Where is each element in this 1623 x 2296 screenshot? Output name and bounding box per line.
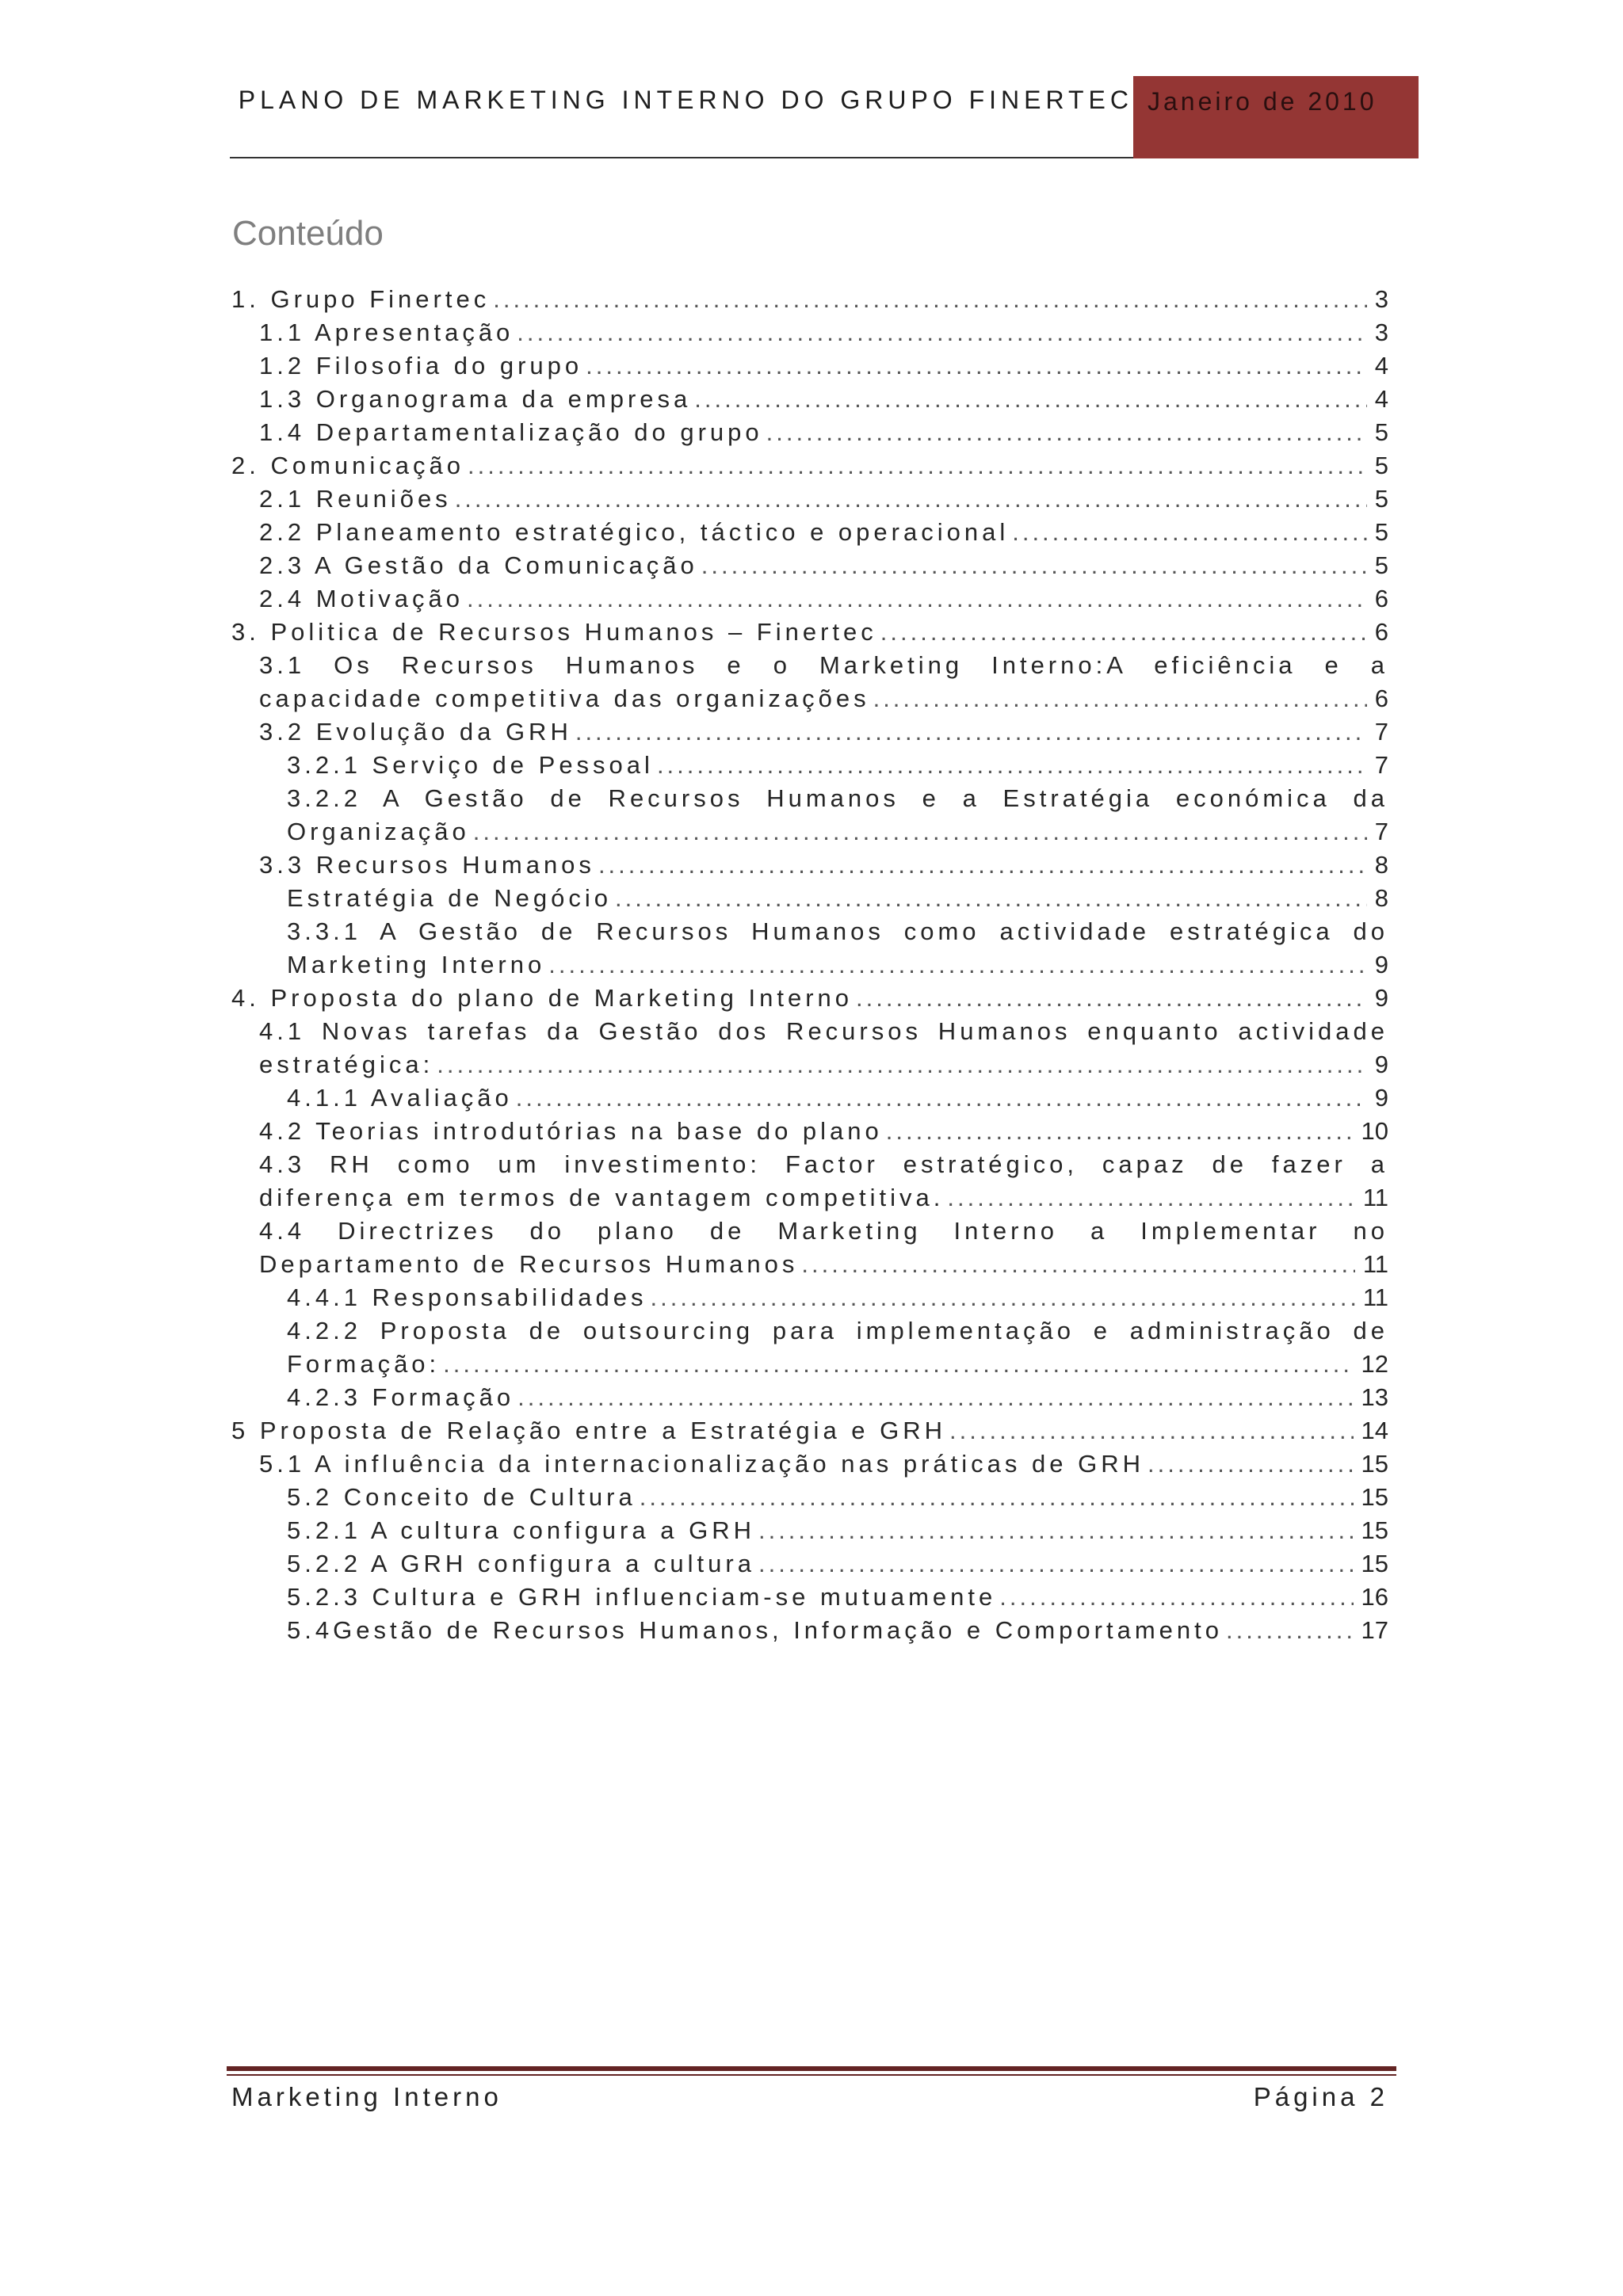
toc-entry-label: 4.2 Teorias introdutórias na base do plano bbox=[259, 1117, 883, 1145]
toc-heading: Conteúdo bbox=[232, 214, 384, 253]
dot-leader bbox=[468, 452, 1367, 480]
toc-entry-page: 6 bbox=[1374, 685, 1388, 712]
toc-entry-label: Estratégia de Negócio bbox=[287, 884, 613, 912]
toc-entry-page: 7 bbox=[1374, 718, 1388, 746]
toc-entry-3[interactable] bbox=[231, 618, 1388, 651]
dot-leader bbox=[873, 685, 1367, 713]
toc-entry-3-3[interactable] bbox=[231, 851, 1388, 884]
toc-entry-page: 15 bbox=[1361, 1450, 1388, 1478]
toc-entry-4-1-line1[interactable]: 4.1 Novas tarefas da Gestão dos Recursos Humanos enquanto actividade bbox=[259, 1017, 1388, 1045]
toc-entry-3-2-2[interactable] bbox=[231, 818, 1388, 851]
dot-leader bbox=[880, 618, 1367, 646]
toc-entry-2-2[interactable] bbox=[231, 518, 1388, 551]
dot-leader bbox=[949, 1417, 1353, 1445]
toc-entry-2-4[interactable] bbox=[231, 585, 1388, 618]
toc-entry-label: 5 Proposta de Relação entre a Estratégia e GRH bbox=[231, 1417, 947, 1444]
footer-document-name: Marketing Interno bbox=[231, 2082, 502, 2111]
dot-leader bbox=[437, 1051, 1366, 1079]
toc-entry-5-1[interactable] bbox=[231, 1450, 1388, 1483]
dot-leader bbox=[657, 751, 1367, 780]
toc-entry-4-2-2-line1[interactable]: 4.2.2 Proposta de outsourcing para implementação e administração de bbox=[287, 1317, 1388, 1344]
dot-leader bbox=[455, 485, 1367, 513]
dot-leader bbox=[598, 851, 1367, 879]
dot-leader bbox=[766, 418, 1367, 447]
dot-leader bbox=[615, 884, 1367, 913]
toc-entry-label: 1.3 Organograma da empresa bbox=[259, 385, 692, 413]
toc-entry-label: 4. Proposta do plano de Marketing Interno bbox=[231, 984, 854, 1012]
toc-entry-1-3[interactable] bbox=[231, 385, 1388, 418]
toc-entry-3-2[interactable] bbox=[231, 718, 1388, 751]
toc-entry-label: 5.2 Conceito de Cultura bbox=[287, 1483, 636, 1511]
toc-entry-page: 4 bbox=[1374, 385, 1388, 413]
toc-entry-page: 15 bbox=[1361, 1516, 1388, 1544]
toc-entry-label: 1.1 Apresentação bbox=[259, 318, 514, 346]
toc-entry-estrategia-negocio[interactable] bbox=[231, 884, 1388, 917]
toc-entry-2-3[interactable] bbox=[231, 551, 1388, 585]
toc-entry-page: 11 bbox=[1362, 1283, 1388, 1311]
toc-entry-5[interactable] bbox=[231, 1417, 1388, 1450]
dot-leader bbox=[651, 1283, 1355, 1312]
dot-leader bbox=[758, 1516, 1354, 1545]
toc-entry-page: 5 bbox=[1374, 418, 1388, 446]
toc-entry-label: 5.4Gestão de Recursos Humanos, Informação e Comportamento bbox=[287, 1616, 1224, 1644]
toc-entry-label: 2.4 Motivação bbox=[259, 585, 464, 612]
toc-entry-label: 1. Grupo Finertec bbox=[231, 285, 491, 313]
toc-entry-4-4-line1[interactable]: 4.4 Directrizes do plano de Marketing Interno a Implementar no bbox=[259, 1217, 1388, 1245]
header-title: PLANO DE MARKETING INTERNO DO GRUPO FINERTEC bbox=[238, 86, 1133, 114]
toc-entry-1-1[interactable] bbox=[231, 318, 1388, 352]
toc-entry-5-2[interactable] bbox=[231, 1483, 1388, 1516]
toc-entry-label: 5.2.3 Cultura e GRH influenciam-se mutuamente bbox=[287, 1583, 997, 1611]
toc-entry-label: 3.2.1 Serviço de Pessoal bbox=[287, 751, 654, 779]
dot-leader bbox=[999, 1583, 1353, 1611]
toc-entry-page: 5 bbox=[1374, 485, 1388, 513]
dot-leader bbox=[801, 1250, 1354, 1279]
toc-entry-4-4-1[interactable] bbox=[231, 1283, 1388, 1317]
dot-leader bbox=[947, 1184, 1354, 1212]
toc-entry-page: 10 bbox=[1361, 1117, 1388, 1145]
dot-leader bbox=[516, 1084, 1367, 1112]
toc-entry-4[interactable] bbox=[231, 984, 1388, 1017]
toc-entry-1-4[interactable] bbox=[231, 418, 1388, 452]
toc-entry-4-1[interactable] bbox=[231, 1051, 1388, 1084]
footer-rule-thick bbox=[227, 2066, 1396, 2071]
toc-entry-page: 12 bbox=[1361, 1350, 1388, 1378]
toc-entry-page: 9 bbox=[1374, 1051, 1388, 1078]
dot-leader bbox=[701, 551, 1367, 580]
toc-entry-label: 3.3 Recursos Humanos bbox=[259, 851, 595, 879]
toc-entry-page: 4 bbox=[1374, 352, 1388, 379]
toc-entry-label: 2.3 A Gestão da Comunicação bbox=[259, 551, 698, 579]
footer-page-number: Página 2 bbox=[1253, 2082, 1388, 2111]
toc-entry-page: 7 bbox=[1374, 751, 1388, 779]
dot-leader bbox=[1012, 518, 1367, 547]
dot-leader bbox=[517, 1383, 1353, 1412]
toc-entry-label: 1.4 Departamentalização do grupo bbox=[259, 418, 763, 446]
toc-entry-label: capacidade competitiva das organizações bbox=[259, 685, 870, 712]
dot-leader bbox=[856, 984, 1367, 1013]
dot-leader bbox=[575, 718, 1367, 746]
toc-entry-5-2-1[interactable] bbox=[231, 1516, 1388, 1550]
dot-leader bbox=[758, 1550, 1354, 1578]
toc-entry-label: 1.2 Filosofia do grupo bbox=[259, 352, 583, 379]
toc-entry-label: 2.1 Reuniões bbox=[259, 485, 452, 513]
toc-entry-page: 6 bbox=[1374, 585, 1388, 612]
toc-entry-1-2[interactable] bbox=[231, 352, 1388, 385]
toc-entry-label: 3.2 Evolução da GRH bbox=[259, 718, 572, 746]
dot-leader bbox=[886, 1117, 1354, 1146]
toc-entry-label: 3. Politica de Recursos Humanos – Finertec bbox=[231, 618, 877, 646]
toc-entry-1[interactable] bbox=[231, 285, 1388, 318]
toc-entry-4-2[interactable] bbox=[231, 1117, 1388, 1150]
toc-entry-3-1[interactable] bbox=[231, 685, 1388, 718]
toc-entry-label: Organização bbox=[287, 818, 470, 845]
header-divider bbox=[230, 157, 1133, 158]
toc-entry-label: Marketing Interno bbox=[287, 951, 546, 978]
dot-leader bbox=[473, 818, 1367, 846]
footer-rule-thin bbox=[227, 2074, 1396, 2076]
toc-entry-label: 5.2.1 A cultura configura a GRH bbox=[287, 1516, 755, 1544]
toc-entry-page: 6 bbox=[1374, 618, 1388, 646]
toc-entry-3-1-line1[interactable]: 3.1 Os Recursos Humanos e o Marketing Interno:A eficiência e a bbox=[259, 651, 1388, 679]
toc-entry-page: 15 bbox=[1361, 1550, 1388, 1577]
toc-entry-4-1-1[interactable] bbox=[231, 1084, 1388, 1117]
toc-entry-3-2-2-line1[interactable]: 3.2.2 A Gestão de Recursos Humanos e a Estratégia económica da bbox=[287, 784, 1388, 812]
dot-leader bbox=[586, 352, 1367, 380]
dot-leader bbox=[640, 1483, 1354, 1512]
toc-entry-page: 14 bbox=[1361, 1417, 1388, 1444]
toc-entry-page: 11 bbox=[1362, 1250, 1388, 1278]
toc-entry-label: 2.2 Planeamento estratégico, táctico e operacional bbox=[259, 518, 1010, 546]
dot-leader bbox=[1226, 1616, 1354, 1645]
toc-entry-page: 3 bbox=[1374, 318, 1388, 346]
dot-leader bbox=[694, 385, 1366, 414]
toc-entry-page: 15 bbox=[1361, 1483, 1388, 1511]
toc-entry-3-2-1[interactable] bbox=[231, 751, 1388, 784]
toc-entry-4-2-2[interactable] bbox=[231, 1350, 1388, 1383]
toc-entry-2-1[interactable] bbox=[231, 485, 1388, 518]
dot-leader bbox=[517, 318, 1366, 347]
toc-entry-page: 8 bbox=[1374, 851, 1388, 879]
toc-entry-4-3[interactable] bbox=[231, 1184, 1388, 1217]
toc-entry-page: 11 bbox=[1362, 1184, 1388, 1211]
toc-entry-label: 4.1.1 Avaliação bbox=[287, 1084, 513, 1112]
dot-leader bbox=[548, 951, 1367, 979]
toc-entry-label: Departamento de Recursos Humanos bbox=[259, 1250, 799, 1278]
toc-entry-3-3-1[interactable] bbox=[231, 951, 1388, 984]
dot-leader bbox=[443, 1350, 1353, 1379]
toc-entry-label: 5.2.2 A GRH configura a cultura bbox=[287, 1550, 755, 1577]
toc-entry-page: 9 bbox=[1374, 1084, 1388, 1112]
dot-leader bbox=[467, 585, 1367, 613]
table-of-contents bbox=[231, 285, 1388, 1650]
header-date-badge: Janeiro de 2010 bbox=[1133, 76, 1419, 158]
toc-entry-page: 5 bbox=[1374, 551, 1388, 579]
toc-entry-5-2-2[interactable] bbox=[231, 1550, 1388, 1583]
dot-leader bbox=[493, 285, 1367, 314]
toc-entry-page: 3 bbox=[1374, 285, 1388, 313]
toc-entry-4-3-line1[interactable]: 4.3 RH como um investimento: Factor estratégico, capaz de fazer a bbox=[259, 1150, 1388, 1178]
toc-entry-label: 2. Comunicação bbox=[231, 452, 465, 479]
toc-entry-4-4[interactable] bbox=[231, 1250, 1388, 1283]
toc-entry-3-3-1-line1[interactable]: 3.3.1 A Gestão de Recursos Humanos como actividade estratégica do bbox=[287, 917, 1388, 945]
toc-entry-label: Formação: bbox=[287, 1350, 441, 1378]
toc-entry-label: estratégica: bbox=[259, 1051, 434, 1078]
toc-entry-label: 4.4.1 Responsabilidades bbox=[287, 1283, 647, 1311]
toc-entry-page: 5 bbox=[1374, 518, 1388, 546]
toc-entry-label: 4.2.3 Formação bbox=[287, 1383, 515, 1411]
toc-entry-label: 5.1 A influência da internacionalização nas práticas de GRH bbox=[259, 1450, 1144, 1478]
toc-entry-page: 5 bbox=[1374, 452, 1388, 479]
toc-entry-2[interactable] bbox=[231, 452, 1388, 485]
toc-entry-page: 9 bbox=[1374, 984, 1388, 1012]
toc-entry-5-2-3[interactable] bbox=[231, 1583, 1388, 1616]
toc-entry-page: 8 bbox=[1374, 884, 1388, 912]
toc-entry-page: 9 bbox=[1374, 951, 1388, 978]
toc-entry-page: 13 bbox=[1361, 1383, 1388, 1411]
toc-entry-page: 7 bbox=[1374, 818, 1388, 845]
toc-entry-4-2-3[interactable] bbox=[231, 1383, 1388, 1417]
toc-entry-label: diferença em termos de vantagem competitiva. bbox=[259, 1184, 945, 1211]
toc-entry-page: 16 bbox=[1361, 1583, 1388, 1611]
toc-entry-5-4[interactable] bbox=[231, 1616, 1388, 1650]
toc-entry-page: 17 bbox=[1361, 1616, 1388, 1644]
dot-leader bbox=[1148, 1450, 1354, 1478]
